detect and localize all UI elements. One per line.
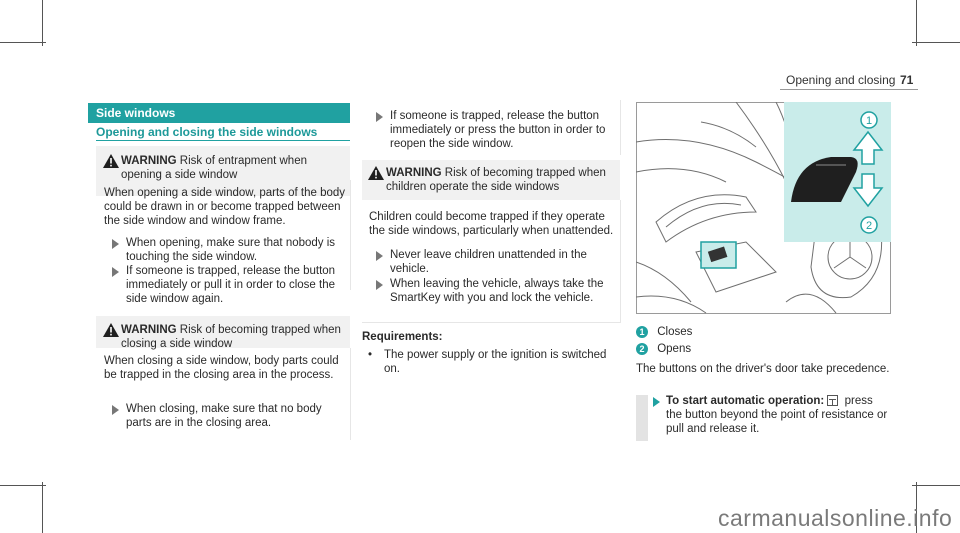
- legend-item: [636, 342, 691, 356]
- warning-text: When closing a side window, body parts could be trapped in the closing area in the process.: [104, 355, 339, 381]
- warning-heading: [121, 323, 346, 351]
- page-number: 71: [900, 73, 914, 87]
- requirements-label: Requirements:: [362, 331, 443, 343]
- legend-text: Opens: [657, 343, 692, 355]
- step-text: If someone is trapped, release the button immediately or pull it in order to close the side window again.: [126, 265, 336, 305]
- instruction-step: [96, 264, 350, 308]
- warning-label: WARNING: [386, 167, 442, 179]
- crop-mark: [912, 485, 960, 486]
- warning-text: When opening a side window, parts of the body could be drawn in or become trapped between the side window and window frame.: [104, 187, 346, 227]
- window-switch-icon: [827, 395, 838, 406]
- warning-label: WARNING: [121, 155, 177, 167]
- callout-2: 2: [865, 220, 873, 232]
- section-title: Side windows: [88, 103, 350, 123]
- crop-mark: [912, 42, 960, 43]
- box-edge: [620, 100, 621, 155]
- step-text: When opening, make sure that nobody is touching the side window.: [126, 237, 336, 263]
- warning-triangle-icon: [103, 323, 119, 337]
- auto-operation-label: To start automatic operation:: [666, 395, 825, 407]
- subtitle-rule: [96, 140, 350, 141]
- box-edge: [362, 322, 621, 323]
- step-arrow-icon: [376, 112, 383, 122]
- step-arrow-icon: [653, 397, 660, 407]
- auto-operation-instruction: press the button beyond the point of resistance or pull and release it.: [666, 395, 888, 435]
- legend-number: 1: [636, 326, 648, 338]
- step-arrow-icon: [112, 239, 119, 249]
- crop-mark: [42, 482, 43, 533]
- warning-text: Children could become trapped if they operate the side windows, particularly when unattended.: [369, 211, 614, 237]
- box-edge: [350, 348, 351, 440]
- step-arrow-icon: [376, 251, 383, 261]
- crop-mark: [0, 485, 46, 486]
- warning-triangle-icon: [368, 166, 384, 180]
- warning-title: Risk of becoming trapped when children operate the side windows: [386, 167, 606, 193]
- warning-triangle-icon: [103, 154, 119, 168]
- legend-number: 2: [636, 343, 648, 355]
- step-text: Never leave children unattended in the vehicle.: [390, 249, 587, 275]
- instruction-bar: [636, 395, 648, 441]
- instruction-step: [96, 236, 350, 266]
- warning-title: Risk of entrapment when opening a side window: [121, 155, 307, 181]
- door-window-switch-figure: [636, 102, 891, 314]
- crop-mark: [42, 0, 43, 46]
- step-text: When leaving the vehicle, always take the SmartKey with you and lock the vehicle.: [390, 278, 604, 304]
- running-header: Opening and closing: [786, 73, 896, 87]
- bullet: •: [368, 349, 373, 361]
- box-edge: [350, 180, 351, 290]
- step-text: When closing, make sure that no body parts are in the closing area.: [126, 403, 322, 429]
- instruction-step: [362, 109, 620, 153]
- instruction-step: [96, 402, 350, 432]
- warning-label: WARNING: [121, 324, 177, 336]
- description-text: The buttons on the driver's door take precedence.: [636, 363, 890, 375]
- warning-title: Risk of becoming trapped when closing a side window: [121, 324, 341, 350]
- crop-mark: [916, 0, 917, 46]
- section-subtitle: Opening and closing the side windows: [96, 125, 318, 139]
- auto-operation-text: [666, 394, 891, 436]
- instruction-step: [362, 248, 620, 278]
- warning-heading: [386, 166, 616, 194]
- instruction-step: [362, 277, 620, 321]
- step-arrow-icon: [112, 405, 119, 415]
- crop-mark: [0, 42, 46, 43]
- header-rule: [780, 89, 918, 90]
- step-arrow-icon: [112, 267, 119, 277]
- requirement-item: The power supply or the ignition is switched on.: [384, 349, 607, 375]
- watermark: carmanualsonline.info: [718, 505, 953, 531]
- legend-item: [636, 325, 692, 339]
- legend-text: Closes: [657, 326, 693, 338]
- step-arrow-icon: [376, 280, 383, 290]
- warning-heading: [121, 154, 346, 182]
- callout-1: 1: [865, 115, 873, 127]
- step-text: If someone is trapped, release the button immediately or press the button in order to reopen the side window.: [390, 110, 606, 150]
- box-edge: [620, 200, 621, 322]
